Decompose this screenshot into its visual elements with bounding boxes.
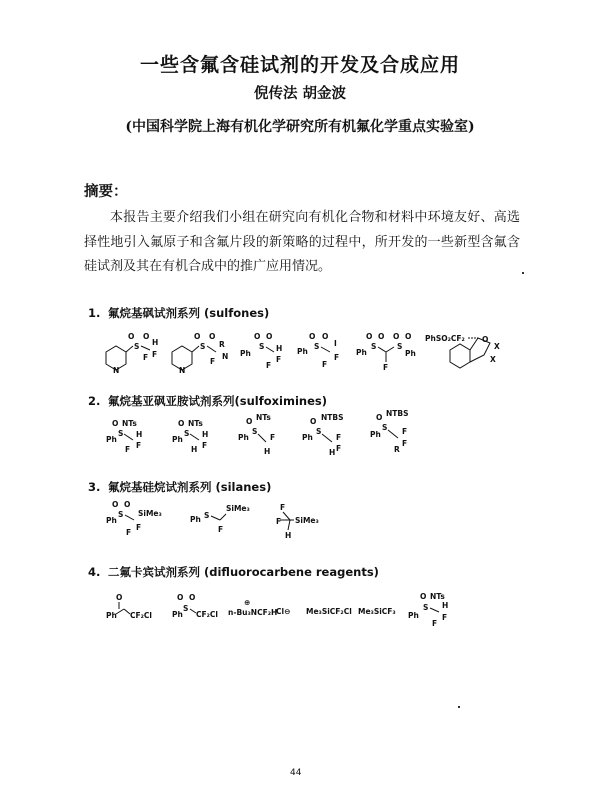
- label-me3sicf3: Me₃SiCF₃: [358, 607, 396, 616]
- label-plus: ⊕: [244, 598, 251, 607]
- label-o: O: [177, 593, 184, 602]
- label-ntbs: NTBS: [386, 409, 409, 418]
- label-o: O: [143, 332, 150, 341]
- section-4-number: 4.: [88, 565, 101, 579]
- structure-me3sicf3: [358, 607, 396, 616]
- authors: 倪传法 胡金波: [253, 85, 347, 102]
- structure-me3sicf2cl: [306, 607, 352, 616]
- label-f: F: [383, 363, 389, 372]
- label-o: O: [246, 417, 253, 426]
- label-o: O: [310, 417, 317, 426]
- page-number: 44: [290, 768, 302, 778]
- label-s: S: [183, 604, 189, 613]
- label-nts: NTs: [122, 419, 137, 428]
- label-s: S: [423, 603, 429, 612]
- abstract-heading: 摘要：: [84, 183, 128, 200]
- label-s: S: [200, 342, 206, 351]
- label-ph: Ph: [106, 435, 117, 444]
- label-ph: Ph: [240, 349, 251, 358]
- label-s: S: [382, 423, 388, 432]
- label-s: S: [316, 427, 322, 436]
- label-f: F: [143, 353, 149, 362]
- label-o: O: [254, 332, 261, 341]
- label-ph: Ph: [297, 347, 308, 356]
- section-1-number: 1.: [88, 306, 101, 320]
- label-r: R: [219, 340, 225, 349]
- section-4-title: 二氟卡宾试剂系列 (difluorocarbene reagents): [108, 565, 379, 579]
- label-f: F: [334, 353, 340, 362]
- label-f: F: [402, 439, 408, 448]
- affiliation: (中国科学院上海有机化学研究所有机氟化学重点实验室): [125, 119, 475, 135]
- label-f: F: [136, 441, 142, 450]
- label-s: S: [397, 342, 403, 351]
- structure-sulfoximine-cf2h: [408, 592, 448, 628]
- label-h: H: [152, 338, 159, 347]
- label-s: S: [118, 429, 124, 438]
- label-o: O: [178, 419, 185, 428]
- label-o: O: [393, 332, 400, 341]
- label-f: F: [126, 528, 132, 537]
- label-x: X: [494, 342, 500, 351]
- label-clminus: Cl⊖: [276, 607, 291, 616]
- label-me3sicf2cl: Me₃SiCF₂Cl: [306, 607, 352, 616]
- label-o: O: [194, 332, 201, 341]
- label-o: O: [112, 419, 119, 428]
- label-h: H: [276, 344, 283, 353]
- page-title: 一些含氟含硅试剂的开发及合成应用: [139, 54, 460, 76]
- label-ph: Ph: [106, 516, 117, 525]
- label-o: O: [322, 332, 329, 341]
- label-h: H: [202, 430, 209, 439]
- label-h: H: [264, 447, 271, 456]
- label-cf2cl: CF₂Cl: [196, 610, 218, 619]
- label-n: N: [113, 366, 120, 375]
- label-f: F: [136, 523, 142, 532]
- label-f: F: [152, 350, 158, 359]
- label-o: O: [209, 332, 216, 341]
- label-f: F: [266, 361, 272, 370]
- label-ph: Ph: [302, 433, 313, 442]
- scan-speck: [458, 706, 460, 708]
- section-3-title: 氟烷基硅烷试剂系列 (silanes): [108, 480, 272, 494]
- label-f: F: [336, 433, 342, 442]
- label-o: O: [405, 332, 412, 341]
- label-ph: Ph: [190, 515, 201, 524]
- label-f: F: [202, 441, 208, 450]
- label-ph: Ph: [356, 348, 367, 357]
- label-r: R: [394, 445, 400, 454]
- label-s: S: [134, 342, 140, 351]
- label-cf2cl: CF₂Cl: [130, 611, 152, 620]
- label-s: S: [314, 342, 320, 351]
- label-nts: NTs: [188, 419, 203, 428]
- label-o: O: [420, 592, 427, 601]
- label-sime3: SiMe₃: [138, 509, 162, 518]
- label-o: O: [124, 500, 131, 509]
- label-f: F: [322, 360, 328, 369]
- label-o: O: [189, 593, 196, 602]
- label-o: O: [376, 413, 383, 422]
- label-phso2cf2: PhSO₂CF₂: [425, 334, 465, 343]
- label-s: S: [252, 427, 258, 436]
- label-sime3: SiMe₃: [226, 504, 250, 513]
- section-1-title: 氟烷基砜试剂系列 (sulfones): [108, 306, 270, 320]
- structure-phcocf2cl: [106, 593, 152, 620]
- label-o: O: [116, 593, 123, 602]
- label-f: F: [402, 427, 408, 436]
- label-s: S: [118, 510, 124, 519]
- label-sime3: SiMe₃: [295, 516, 319, 525]
- structure-phso2cf2cl: [172, 593, 218, 619]
- label-h: H: [191, 445, 198, 454]
- label-o: O: [482, 335, 489, 344]
- label-i: I: [334, 339, 337, 348]
- label-s: S: [371, 342, 377, 351]
- abstract-text: 本报告主要介绍我们小组在研究向有机化合物和材料中环境友好、高选择性地引入氟原子和含氟片段的新策略的过程中，所开发的一些新型含氟含硅试剂及其在有机合成中的推广应用情况。: [84, 210, 520, 274]
- label-o: O: [366, 332, 373, 341]
- label-f: F: [276, 355, 282, 364]
- label-o: O: [266, 332, 273, 341]
- scan-speck: [522, 272, 524, 274]
- label-f: F: [276, 517, 282, 526]
- section-2-title: 氟烷基亚砜亚胺试剂系列(sulfoximines): [108, 394, 328, 408]
- label-o: O: [309, 332, 316, 341]
- label-f: F: [210, 357, 216, 366]
- label-nts: NTs: [430, 592, 445, 601]
- label-o: O: [112, 500, 119, 509]
- label-f: F: [218, 525, 224, 534]
- label-o: O: [128, 332, 135, 341]
- label-ntbs: NTBS: [321, 413, 344, 422]
- label-h: H: [136, 430, 143, 439]
- label-s: S: [204, 511, 210, 520]
- label-x: X: [490, 355, 496, 364]
- label-ph: Ph: [172, 435, 183, 444]
- label-f: F: [280, 503, 286, 512]
- section-2-number: 2.: [88, 394, 101, 408]
- label-f: F: [432, 619, 438, 628]
- structure-ammonium-salt: [228, 598, 290, 617]
- label-f: F: [125, 445, 131, 454]
- label-s: S: [184, 429, 190, 438]
- label-f: F: [336, 444, 342, 453]
- label-bu3n: n-Bu₃NCF₂H: [228, 608, 278, 617]
- section-3-number: 3.: [88, 480, 101, 494]
- label-nts: NTs: [256, 413, 271, 422]
- label-ph: Ph: [106, 611, 117, 620]
- label-ph: Ph: [172, 610, 183, 619]
- label-h: H: [285, 531, 292, 540]
- label-h: H: [329, 448, 336, 457]
- label-ph: Ph: [408, 611, 419, 620]
- label-n: N: [179, 366, 186, 375]
- label-ph: Ph: [370, 430, 381, 439]
- label-ph: Ph: [238, 433, 249, 442]
- label-n: N: [222, 352, 229, 361]
- label-f: F: [270, 433, 276, 442]
- label-ph: Ph: [405, 349, 416, 358]
- label-f: F: [442, 613, 448, 622]
- label-h: H: [442, 601, 449, 610]
- label-o: O: [378, 332, 385, 341]
- label-s: S: [259, 342, 265, 351]
